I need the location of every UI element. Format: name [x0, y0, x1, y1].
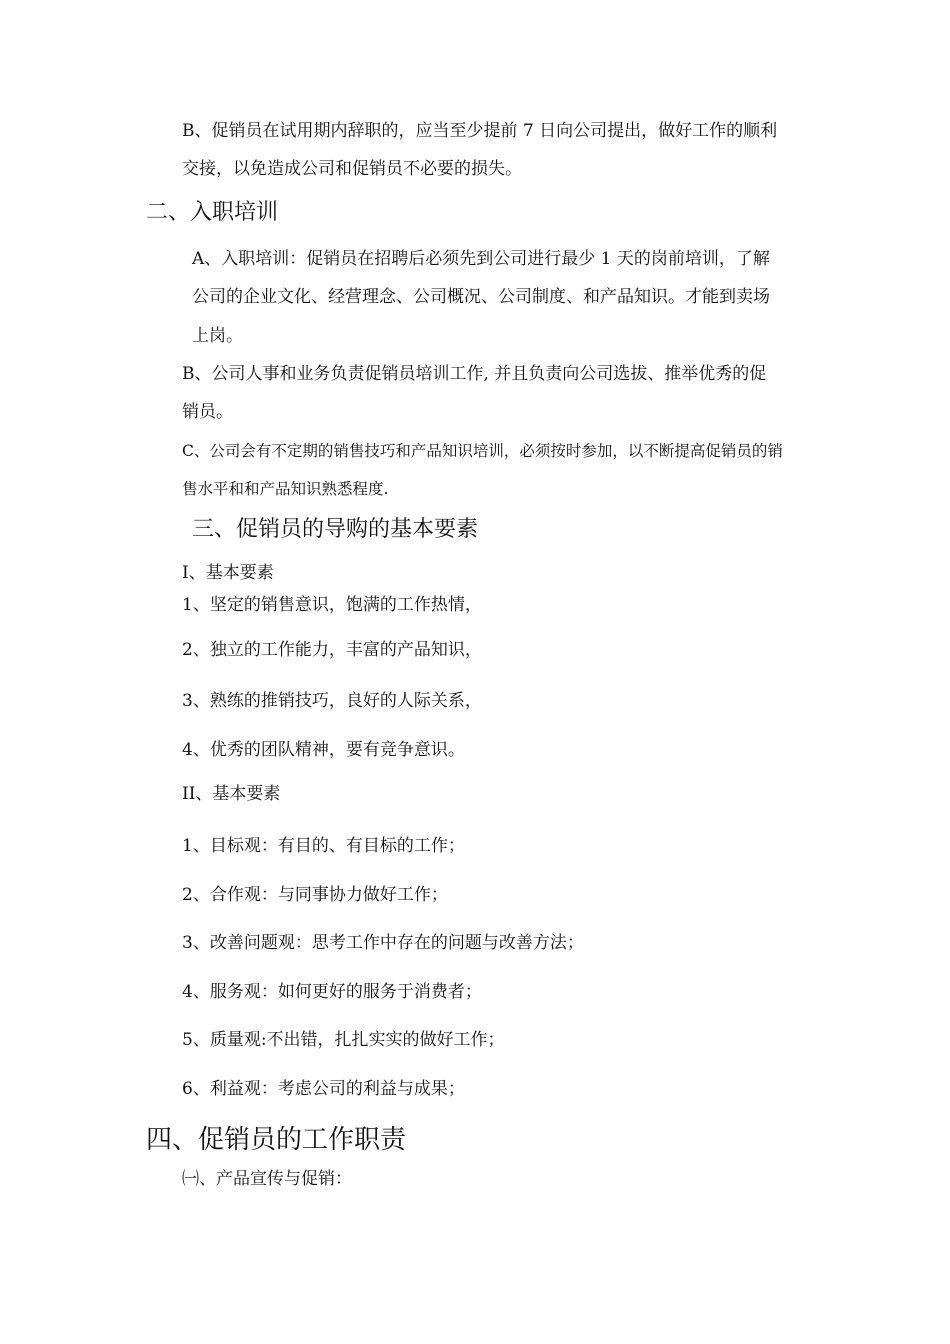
s2-a-line3: 上岗。: [192, 326, 243, 346]
s2-a-line2: 公司的企业文化、经营理念、公司概况、公司制度、和产品知识。才能到卖场: [192, 287, 770, 307]
s3-part1-item: 1、坚定的销售意识，饱满的工作热情，: [182, 595, 482, 615]
s2-c-line2: 售水平和和产品知识熟悉程度.: [182, 480, 389, 498]
s3-part2-item: 6、利益观：考虑公司的利益与成果；: [182, 1079, 465, 1099]
s3-part1-item: 4、优秀的团队精神，要有竞争意识。: [182, 740, 465, 760]
s2-a-line1: A、入职培训：促销员在招聘后必须先到公司进行最少 1 天的岗前培训，了解: [192, 249, 770, 269]
section4-heading: 四、促销员的工作职责: [146, 1125, 407, 1155]
s2-c-line1: C、公司会有不定期的销售技巧和产品知识培训，必须按时参加，以不断提高促销员的销: [182, 442, 783, 460]
s3-part2-item: 2、合作观：与同事协力做好工作；: [182, 885, 448, 905]
section3-heading: 三、促销员的导购的基本要素: [192, 517, 479, 542]
s2-b-line1: B、公司人事和业务负责促销员培训工作, 并且负责向公司选拔、推举优秀的促: [182, 364, 767, 384]
s3-part1-item: 2、独立的工作能力，丰富的产品知识，: [182, 640, 482, 660]
section2-heading: 二、入职培训: [146, 200, 279, 225]
s1-b-line1: B、促销员在试用期内辞职的，应当至少提前 7 日向公司提出，做好工作的顺利: [182, 121, 778, 141]
s1-b-line2: 交接，以免造成公司和促销员不必要的损失。: [182, 159, 522, 179]
s3-part1-item: 3、熟练的推销技巧，良好的人际关系，: [182, 691, 482, 711]
s2-b-line2: 销员。: [182, 402, 233, 422]
s3-part2-item: 1、目标观：有目的、有目标的工作；: [182, 836, 465, 856]
s3-part2-title: II、基本要素: [182, 784, 281, 804]
s4-sub1: ㈠、产品宣传与促销：: [182, 1169, 352, 1189]
s3-part2-item: 3、改善问题观：思考工作中存在的问题与改善方法；: [182, 933, 584, 953]
s3-part2-item: 4、服务观：如何更好的服务于消费者；: [182, 982, 482, 1002]
s3-part1-title: I、基本要素: [182, 563, 274, 583]
s3-part2-item: 5、质量观:不出错，扎扎实实的做好工作；: [182, 1030, 505, 1050]
